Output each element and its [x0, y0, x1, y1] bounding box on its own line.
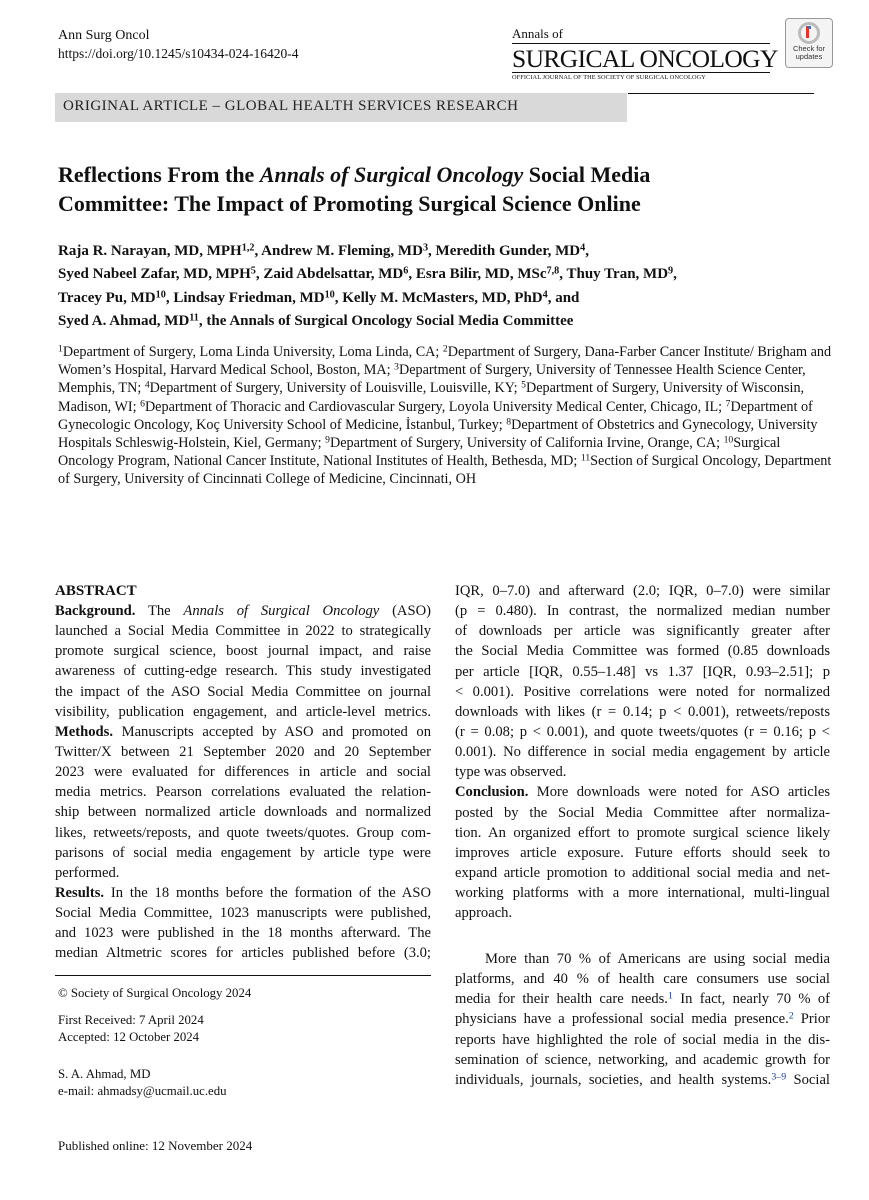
- line-text: Social Media Committee, 1023 manuscripts were published,: [55, 905, 431, 922]
- text-line: [55, 943, 431, 963]
- line-text: posted by the Social Media Committee after normaliza-: [455, 804, 830, 821]
- line-text: individuals, journals, societies, and health systems.: [455, 1071, 772, 1088]
- line-text: type was observed.: [455, 764, 567, 781]
- line-text: Twitter/X between 21 September 2020 and 20 September: [55, 743, 431, 760]
- author-affiliation-sup: 1,2: [241, 242, 255, 254]
- author-separator: ,: [673, 266, 677, 283]
- text-line: [455, 1050, 830, 1070]
- text-line: [455, 742, 830, 762]
- line-text: 0.001). No difference in social media engagement by article: [455, 744, 830, 761]
- text-line: [455, 863, 830, 883]
- affiliation-text: Department of Surgery, University of Louisville, Louisville, KY;: [149, 380, 522, 397]
- text-line: [55, 621, 431, 641]
- affiliation-text: Department of Surgery, University of California Irvine, Orange, CA;: [330, 435, 724, 452]
- text-line: [55, 722, 431, 742]
- line-text: platforms, and 40 % of health care consumers use social: [455, 971, 830, 988]
- author-name: Raja R. Narayan, MD, MPH: [58, 243, 242, 259]
- text-line: [55, 802, 431, 822]
- author-affiliation-sup: 4: [580, 242, 586, 254]
- line-text: likes, retweets/reposts, and quote tweets/quotes. Group com-: [55, 824, 431, 841]
- text-line: [55, 863, 431, 883]
- first-received-date: First Received: 7 April 2024: [58, 1013, 204, 1027]
- check-for-updates-line2: updates: [795, 52, 823, 61]
- line-text: reports have highlighted the role of social media in the dis-: [455, 1031, 830, 1048]
- author-affiliation-sup: 10: [155, 289, 166, 301]
- title-italic: Annals of Surgical Oncology: [259, 162, 524, 187]
- affiliation-text: Department of Surgery, Dana-Farber Cancer Institute/ Brigham and Women’s Hospital, Harvard Medical School, Boston, MA;: [58, 344, 832, 379]
- reference-sup[interactable]: 2: [788, 1010, 794, 1022]
- affiliation-text: Department of Thoracic and Cardiovascular Surgery, Loyola University Medical Center, Chicago, IL;: [144, 398, 726, 415]
- affiliation-text: Surgical Oncology Program, National Cancer Institute, National Institutes of Health, Bethesda, MD;: [58, 435, 781, 470]
- reference-sup[interactable]: 1: [667, 990, 673, 1002]
- line-text: (p = 0.480). In contrast, the normalized median number: [455, 603, 830, 620]
- line-text: media for their health care needs.: [455, 991, 668, 1008]
- abstract-heading: ABSTRACT: [55, 583, 137, 599]
- affiliations: [58, 343, 838, 489]
- author-affiliation-sup: 5: [250, 265, 256, 277]
- author-separator: , and: [547, 289, 580, 306]
- line-text: visibility, publication engagement, and article-level metrics.: [55, 703, 431, 720]
- abstract-left-column: [55, 581, 431, 964]
- article-section-bar: [55, 93, 627, 122]
- author-name: , Esra Bilir, MD, MSc: [408, 266, 547, 283]
- affiliation-sup: 11: [580, 452, 591, 464]
- line-text: More downloads were noted for ASO articles: [528, 784, 830, 801]
- line-text: working platforms with a more international, multi-lingual: [455, 885, 830, 902]
- text-line: [455, 702, 830, 722]
- section-divider: [628, 93, 814, 94]
- author-affiliation-sup: 4: [542, 289, 548, 301]
- line-text: tion. An organized effort to promote surgical science likely: [455, 824, 830, 841]
- text-line: [55, 702, 431, 722]
- line-text: (r = 0.08; p < 0.001), and quote tweets/quotes (r = 0.16; p <: [455, 723, 830, 740]
- affiliation-sup: 2: [442, 343, 448, 355]
- affiliation-sup: 6: [140, 398, 145, 410]
- author-list: [58, 240, 838, 333]
- line-text: semination of science, networking, and academic growth for: [455, 1051, 830, 1068]
- text-line: [455, 722, 830, 742]
- text-line: [455, 949, 830, 969]
- line-text: The: [135, 603, 184, 619]
- title-part1: Reflections From the: [58, 162, 260, 187]
- affiliation-sup: 1: [58, 343, 63, 355]
- doi-link[interactable]: https://doi.org/10.1245/s10434-024-16420-4: [58, 46, 299, 61]
- affiliation-sup: 3: [394, 361, 399, 373]
- section-label: Conclusion.: [455, 784, 529, 801]
- line-text: media metrics. Pearson correlations evaluated the relation-: [55, 784, 431, 801]
- line-text: performed.: [55, 864, 120, 881]
- line-text: launched a Social Media Committee in 2022 to strategically: [55, 623, 431, 640]
- line-text: per article [IQR, 0.55–1.48] vs 1.37 [IQR, 0.93–2.51]; p: [455, 663, 830, 680]
- masthead-annals-of: Annals of: [512, 26, 770, 44]
- text-line: [455, 682, 830, 702]
- text-line: [55, 641, 431, 661]
- abstract-right-column: [455, 581, 830, 923]
- text-line: [55, 601, 431, 621]
- author-name: , Andrew M. Fleming, MD: [254, 243, 423, 259]
- text-line: [55, 762, 431, 782]
- text-line: [455, 621, 830, 641]
- author-group: , the Annals of Surgical Oncology Social Media Committee: [198, 312, 574, 329]
- text-line: [455, 1009, 830, 1029]
- line-text: parisons of social media engagement by article type were: [55, 844, 431, 861]
- text-line: [455, 989, 830, 1009]
- abstract-left-lines: [55, 601, 431, 964]
- text-line: [455, 1030, 830, 1050]
- text-line: [455, 843, 830, 863]
- affiliation-sup: 9: [325, 434, 330, 446]
- published-online-date: Published online: 12 November 2024: [58, 1138, 253, 1153]
- affiliation-sup: 5: [521, 380, 526, 392]
- line-text: < 0.001). Positive correlations were noted for normalized: [455, 683, 830, 700]
- line-text: and 1023 were published in the 18 months afterward. The: [55, 925, 431, 942]
- line-text: 2023 were evaluated for differences in article and social: [55, 764, 431, 781]
- article-history: [58, 985, 251, 1100]
- author-separator: ,: [585, 243, 589, 259]
- affiliation-text: Department of Surgery, University of Wisconsin, Madison, WI;: [58, 380, 805, 415]
- author-line-1: [58, 240, 838, 263]
- author-line-4: [58, 310, 838, 333]
- author-name: , Kelly M. McMasters, MD, PhD: [334, 289, 543, 306]
- text-line: [55, 782, 431, 802]
- line-text: ship between normalized article downloads and normalized: [55, 804, 431, 821]
- line-text-after: In fact, nearly 70 % of: [672, 991, 830, 1008]
- text-line: [455, 762, 830, 782]
- affiliation-text: Department of Surgery, Loma Linda University, Loma Linda, CA;: [62, 344, 443, 360]
- affiliation-sup: 10: [723, 434, 734, 446]
- article-section-label: ORIGINAL ARTICLE – GLOBAL HEALTH SERVICES RESEARCH: [63, 98, 519, 114]
- journal-masthead: [512, 26, 778, 81]
- line-text: approach.: [455, 905, 513, 922]
- affiliation-text: Department of Surgery, University of Tennessee Health Science Center, Memphis, TN;: [58, 362, 806, 397]
- italic-text: Annals of Surgical Oncology: [183, 603, 380, 619]
- author-affiliation-sup: 6: [403, 265, 409, 277]
- reference-sup[interactable]: 3–9: [771, 1071, 787, 1083]
- line-text: physicians have a professional social media presence.: [455, 1011, 789, 1028]
- line-text: More than 70 % of Americans are using social media: [485, 951, 830, 967]
- section-label: Methods.: [55, 723, 113, 740]
- text-line: [455, 641, 830, 661]
- line-text: awareness of cutting-edge research. This study investigated: [55, 663, 431, 680]
- author-name: , Zaid Abdelsattar, MD: [255, 266, 404, 283]
- text-line: [55, 742, 431, 762]
- line-text: median Altmetric scores for articles published before (3.0;: [55, 945, 431, 962]
- text-line: [455, 803, 830, 823]
- masthead-journal-name: SURGICAL ONCOLOGY: [512, 44, 778, 73]
- author-affiliation-sup: 11: [189, 312, 199, 324]
- corresponding-email[interactable]: e-mail: ahmadsy@ucmail.uc.edu: [58, 1084, 227, 1098]
- text-line: [55, 923, 431, 943]
- text-line: [55, 823, 431, 843]
- line-text-after: Social: [786, 1071, 830, 1088]
- affiliation-text: Department of Obstetrics and Gynecology, University Hospitals Schleswig-Holstein, Kiel, Germany;: [58, 416, 818, 452]
- text-line: [55, 682, 431, 702]
- author-affiliation-sup: 10: [324, 289, 335, 301]
- line-text: the impact of the ASO Social Media Committee on journal: [55, 683, 431, 700]
- check-for-updates-line1: Check for: [792, 44, 826, 53]
- author-line-2: [58, 263, 838, 286]
- line-text: of downloads per article was significantly greater after: [455, 623, 830, 640]
- affiliation-text: Section of Surgical Oncology, Department of Surgery, University of Cincinnati College of Medicine, Cincinnati, OH: [58, 453, 832, 488]
- author-name: Syed A. Ahmad, MD: [58, 312, 190, 329]
- corresponding-author: S. A. Ahmad, MD: [58, 1067, 151, 1081]
- line-text: In the 18 months before the formation of the ASO: [104, 884, 431, 901]
- affiliation-sup: 8: [506, 416, 512, 428]
- line-text: Manuscripts accepted by ASO and promoted on: [112, 723, 431, 740]
- line-text: improves article exposure. Future efforts should seek to: [455, 844, 830, 861]
- title-line2: Committee: The Impact of Promoting Surgical Science Online: [58, 191, 641, 216]
- text-line: [455, 601, 830, 621]
- author-name: Syed Nabeel Zafar, MD, MPH: [58, 266, 251, 283]
- text-line: [55, 903, 431, 923]
- line-text: IQR, 0–7.0) and afterward (2.0; IQR, 0–7.0) were similar: [455, 583, 830, 599]
- text-line: [455, 662, 830, 682]
- masthead-subtitle: OFFICIAL JOURNAL OF THE SOCIETY OF SURGICAL ONCOLOGY: [512, 72, 770, 81]
- footer-divider: [55, 975, 431, 976]
- text-line: [455, 823, 830, 843]
- author-line-3: [58, 287, 838, 310]
- text-line: [455, 903, 830, 923]
- text-line: [455, 581, 830, 601]
- affiliation-text: Department of Gynecologic Oncology, Koç University School of Medicine, İstanbul, Turkey;: [58, 398, 813, 433]
- text-line: [455, 883, 830, 903]
- copyright: © Society of Surgical Oncology 2024: [58, 986, 252, 1000]
- author-affiliation-sup: 7,8: [546, 265, 560, 277]
- author-name: , Thuy Tran, MD: [559, 266, 669, 283]
- author-affiliation-sup: 9: [668, 265, 674, 277]
- section-label: Results.: [55, 884, 105, 901]
- line-text: promote surgical science, boost journal impact, and raise: [55, 643, 431, 660]
- author-affiliation-sup: 3: [422, 242, 429, 254]
- line-text: the Social Media Committee was formed (0.85 downloads: [455, 643, 830, 660]
- line-text: downloads with likes (r = 0.14; p < 0.001), retweets/reposts: [455, 703, 830, 720]
- author-name: , Meredith Gunder, MD: [428, 243, 581, 259]
- line-text: expand article promotion to additional social media and net-: [455, 864, 830, 881]
- line-text-after: Prior: [793, 1011, 830, 1028]
- crossmark-icon: [798, 22, 820, 44]
- author-name: , Lindsay Friedman, MD: [165, 289, 325, 306]
- text-line: [55, 843, 431, 863]
- author-name: Tracey Pu, MD: [58, 289, 156, 306]
- text-line: [455, 969, 830, 989]
- article-title: [58, 160, 818, 218]
- title-part2: Social Media: [523, 162, 651, 187]
- affiliation-sup: 7: [725, 398, 731, 410]
- section-label: Background.: [55, 603, 136, 619]
- text-line: [455, 782, 830, 802]
- text-line: [455, 1070, 830, 1090]
- body-lines: [455, 949, 830, 1090]
- abstract-right-lines: [455, 581, 830, 923]
- body-intro-paragraph: [455, 949, 830, 1090]
- check-for-updates-badge[interactable]: [785, 18, 833, 68]
- line-text-after: (ASO): [379, 603, 431, 619]
- journal-abbreviation: Ann Surg Oncol: [58, 28, 150, 43]
- affiliation-sup: 4: [144, 380, 150, 392]
- text-line: [55, 883, 431, 903]
- accepted-date: Accepted: 12 October 2024: [58, 1030, 200, 1044]
- text-line: [55, 661, 431, 681]
